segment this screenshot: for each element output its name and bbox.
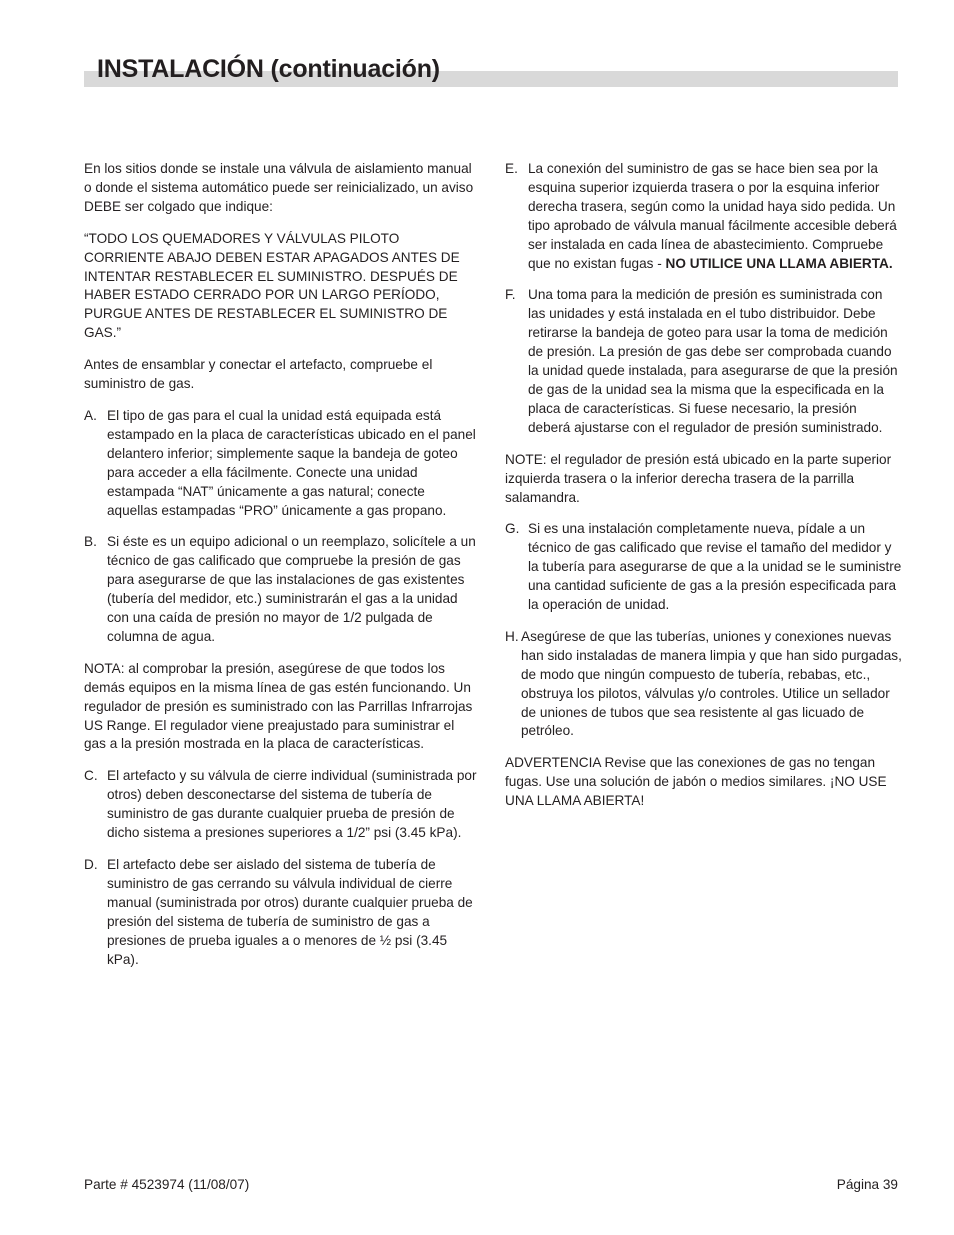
left-column (84, 160, 479, 982)
page-number: Página 39 (836, 1177, 898, 1192)
intro-paragraph: En los sitios donde se instale una válvula de aislamiento manual o donde el sistema automático puede ser reinicializado, un aviso DEBE ser colgado que indique: (84, 161, 474, 214)
list-item-text: Si es una instalación completamente nueva, pídale a un técnico de gas calificado que revise el tamaño del medidor y la tubería para asegurarse de que a la unidad se le suministre una cantidad suficiente de gas a la presión especificada para la operación de unidad. (528, 521, 902, 613)
list-item-h (505, 628, 902, 741)
part-number: Parte # 4523974 (11/08/07) (84, 1177, 250, 1192)
list-item-text: Asegúrese de que las tuberías, uniones y conexiones nuevas han sido instaladas de manera limpia y que han sido purgadas, de modo que ningún compuesto de tubería, rebabas, etc., obstruya los pilotos, válvulas y/o controles. Utilice un sellador de uniones de tubos que sea resistente al gas licuado de petróleo. (521, 628, 902, 739)
list-item-f (505, 286, 902, 437)
list-item-text: Una toma para la medición de presión es suministrada con las unidades y está instalada en el tubo distribuidor. Debe retirarse la bandeja de goteo para usar la toma de medición de presión. La presión de gas debe ser comprobada cuando la unidad quede instalada, para asegurarse de que la presión de gas de la unidad sea la misma que la especificada en la placa de características. Si fuese necesario, la presión deberá ajustarse con el regulador de presión suministrado. (528, 287, 898, 435)
list-item-b (84, 533, 479, 646)
list-item-text: El artefacto y su válvula de cierre individual (suministrada por otros) deben desconectarse del sistema de tubería de suministro de gas durante cualquier prueba de presión de dicho sistema a presiones superiores a 1/2” psi (3.45 kPa). (107, 768, 477, 841)
list-item-e (505, 160, 902, 273)
list-item-e-text: La conexión del suministro de gas se hace bien sea por la esquina superior izquierda trasera o por la esquina inferior derecha trasera, según como la unidad haya sido pedida. Un tipo aprobado de válvula manual fácilmente accesible deberá ser instalada en cada línea de abastecimiento. Compruebe que no existan fugas - (528, 161, 897, 271)
list-item-label: F. (505, 287, 516, 303)
list-item-label: G. (505, 521, 520, 537)
right-column (505, 160, 902, 824)
note-paragraph: NOTE: el regulador de presión está ubicado en la parte superior izquierda trasera o la inferior derecha trasera de la parrilla salamandra. (505, 451, 892, 505)
list-item-label: D. (84, 857, 98, 872)
check-supply-paragraph: Antes de ensamblar y conectar el artefacto, compruebe el suministro de gas. (84, 357, 433, 392)
list-item-label: A. (84, 407, 97, 423)
list-item-text (528, 160, 902, 273)
list-item-c (84, 767, 479, 843)
warning-notice-paragraph: “TODO LOS QUEMADORES Y VÁLVULAS PILOTO CORRIENTE ABAJO DEBEN ESTAR APAGADOS ANTES DE INTENTAR RESTABLECER EL SUMINISTRO. DESPUÉS DE HABER ESTADO CERRADO POR UN LARGO PERÍODO, PURGUE ANTES DE RESTABLECER EL SUMINISTRO DE GAS.” (84, 230, 460, 341)
list-item-a (84, 407, 479, 520)
no-open-flame-warning: NO UTILICE UNA LLAMA ABIERTA. (665, 255, 893, 271)
list-item-d (84, 856, 479, 969)
list-item-g (505, 520, 902, 615)
list-item-text: El artefacto debe ser aislado del sistema de tubería de suministro de gas cerrando su válvula individual de cierre manual (suministrada por otros) durante cualquier prueba de presión del sistema de tubería de suministro de gas a presiones de prueba iguales a o menores de ½ psi (3.45 kPa). (107, 857, 473, 967)
page-title: INSTALACIÓN (continuación) (97, 55, 440, 83)
list-item-label: H. (505, 628, 519, 644)
nota-paragraph: NOTA: al comprobar la presión, asegúrese de que todos los demás equipos en la misma línea de gas estén funcionando. Un regulador de presión es suministrado con las Parrillas Infrarrojas US Range. El regulador viene preajustado para suministrar el gas a la presión mostrada en la placa de características. (84, 660, 473, 752)
list-item-label: B. (84, 534, 97, 550)
list-item-label: C. (84, 768, 98, 784)
list-item-text: Si éste es un equipo adicional o un reemplazo, solicítele a un técnico de gas calificado que compruebe la presión de gas para asegurarse de que las instalaciones de gas existentes (tubería del medidor, etc.) suministrarán el gas a la unidad con una caída de presión no mayor de 1/2 pulgada de columna de agua. (107, 534, 476, 644)
advertencia-paragraph: ADVERTENCIA Revise que las conexiones de gas no tengan fugas. Use una solución de jabón o medios similares. ¡NO USE UNA LLAMA ABIERTA! (505, 755, 887, 809)
list-item-text: El tipo de gas para el cual la unidad está equipada está estampado en la placa de características ubicado en el panel delantero inferior; simplemente saque la bandeja de goteo para acceder a ella fácilmente. Conecte una unidad estampada “NAT” únicamente a gas natural; conecte aquellas estampadas “PRO” únicamente a gas propano. (107, 407, 476, 518)
list-item-label: E. (505, 161, 518, 176)
